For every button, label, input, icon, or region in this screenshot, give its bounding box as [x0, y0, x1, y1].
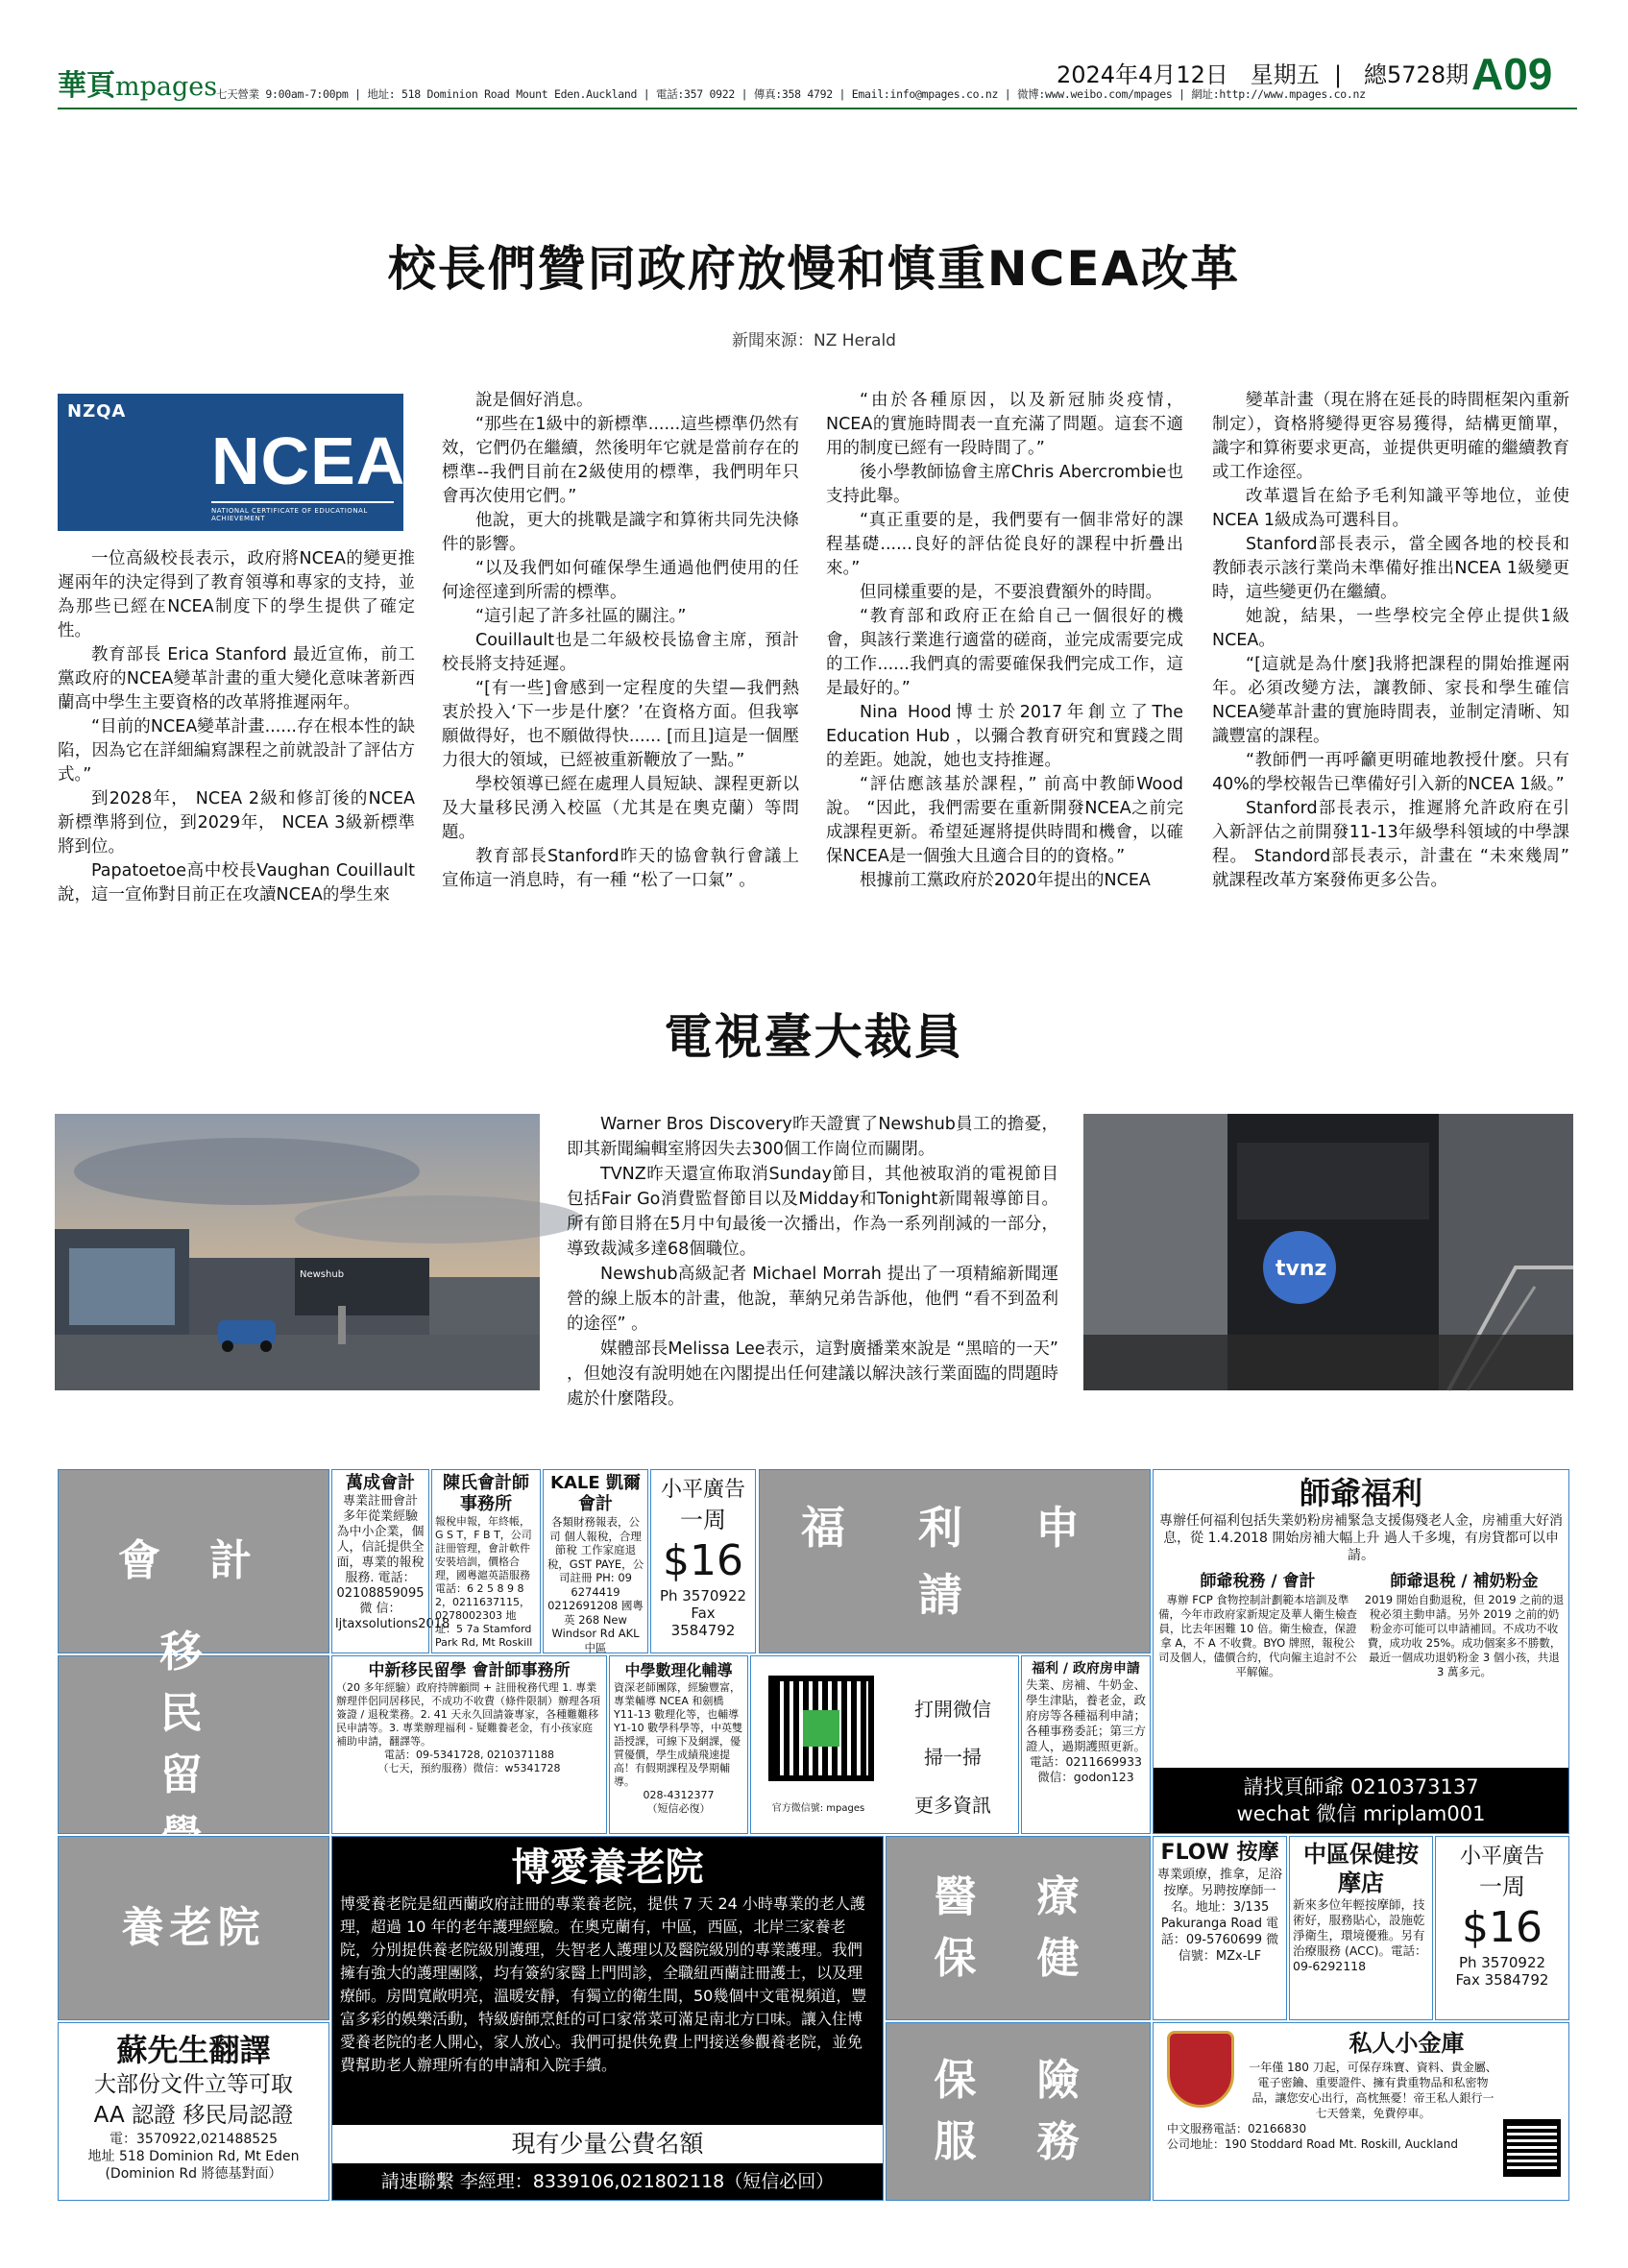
ad-kale-accounting: KALE 凱爾會計 各類財務報表，公司 個人報稅，合理節稅 工作家庭退稅，GST PAYE，公司註冊 PH: 09 6274419 0212691208 國粵英 268 New Windsor Rd AKL 中區: [543, 1469, 648, 1653]
paragraph: 後小學教師協會主席Chris Abercrombie也支持此舉。: [826, 463, 1183, 506]
paragraph: Nina Hood博士於2017年創立了The Education Hub ，以彌合教育研究和實踐之間的差距。她說，她也支持推遲。: [826, 703, 1183, 770]
paragraph: “教育部和政府正在給自己一個很好的機會，與該行業進行適當的磋商，並完成需要完成的工作......我們真的需要確保我們完成工作，這是最好的。”: [826, 607, 1183, 698]
paragraph: 但同樣重要的是，不要浪費額外的時間。: [860, 583, 1162, 602]
page-header: [58, 50, 1575, 108]
category-immigration: 民 留: [58, 1655, 329, 1834]
article1-column-4: [1212, 389, 1569, 893]
ad-wechat-qr: 官方微信號: mpages 打開微信 掃一掃 更多資訊: [750, 1655, 1019, 1834]
paragraph: “[這就是為什麼]我將把課程的開始推遲兩年。必須改變方法，讓教師、家長和學生確信NCEA變革計畫的實施時間表，並制定清晰、知識豐富的課程。: [1212, 655, 1569, 746]
tvnz-building-photo: [1083, 1114, 1573, 1390]
paragraph: 一位高級校長表示，政府將NCEA的變更推遲兩年的決定得到了教育領導和專家的支持，並為那些已經在NCEA制度下的學生提供了確定性。: [58, 549, 415, 640]
vault-qr-icon: [1503, 2119, 1561, 2177]
paragraph: Newshub高級記者 Michael Morrah 提出了一項精縮新聞運營的線上版本的計畫，他說，華納兄弟告訴他，他們 “看不到盈利的途徑” 。: [567, 1265, 1058, 1334]
paragraph: 媒體部長Melissa Lee表示，這對廣播業來說是 “黑暗的一天” ，但她沒有說明她在內閣提出任何建議以解決該行業面臨的問題時處於什麼階段。: [567, 1339, 1058, 1409]
paragraph: “評估應該基於課程，” 前高中教師Wood說。 “因此，我們需要在重新開發NCEA之前完成課程更新。希望延遲將提供時間和機會，以確保NCEA是一個強大且適合目的的資格。”: [826, 775, 1183, 866]
article2-body: [567, 1112, 1058, 1411]
paragraph: “[有一些]會感到一定程度的失望—我們熱衷於投入‘下一步是什麼？’在資格方面。但我寧願做得好，也不願做得快...... [而且]這是一個壓力很大的領域，已經被重新鞭放了一點。”: [442, 679, 799, 770]
paragraph: 變革計畫（現在將在延長的時間框架內重新制定），資格將變得更容易獲得，結構更簡單，識字和算術要求更高，並提供更明確的繼續教育或工作途徑。: [1212, 391, 1569, 482]
ad-fuli-government-house: 福利 / 政府房申請 失業、房補、牛奶金、學生津貼，養老金，政府房等各種福利申請；各種事務委託；第三方證人，過期護照更新。 電話：0211669933 微信：godon123: [1021, 1655, 1151, 1834]
article1-column-2: [442, 389, 799, 893]
category-welfare: 福 利 申 請: [759, 1469, 1151, 1653]
ad-wancheng-accounting: 萬成會計 專業註冊會計 多年從業經驗 為中小企業，個人，信託提供全面，專業的報稅服務. 電話：02108859095 微 信：ljtaxsolutions2018: [331, 1469, 429, 1653]
paragraph: 他說，更大的挑戰是識字和算術共同先決條件的影響。: [442, 511, 799, 554]
newshub-sign: Newshub: [300, 1269, 345, 1280]
paragraph: TVNZ昨天還宣佈取消Sunday節目，其他被取消的電視節目包括Fair Go消費監督節目以及Midday和Tonight新聞報導節目。所有節目將在5月中旬最後一次播出，作為一系列削減的一部分，導致裁減多達68個職位。: [567, 1165, 1058, 1259]
article1-headline: 校長們贊同政府放慢和慎重NCEA改革: [387, 241, 1241, 297]
paragraph: Papatoetoe高中校長Vaughan Couillault說，這一宣佈對目前正在攻讀NCEA的學生來: [58, 861, 415, 905]
newshub-building-photo: [55, 1114, 540, 1390]
paragraph: “那些在1級中的新標準......這些標準仍然有效，它們仍在繼續，然後明年它就是當前存在的標準--我們目前在2級使用的標準，我們明年只會再次使用它們。”: [442, 415, 799, 506]
ad-zhongqu-massage: 中區保健按摩店 新來多位年輕按摩師，技術好，服務貼心，設施乾淨衛生，環境優雅。另有治療服務 (ACC)。電話：09-6292118: [1289, 1836, 1433, 2020]
ad-math-tutoring: 中學數理化輔導 資深老師團隊，經驗豐富，專業輔導 NCEA 和劍橋 Y11-13 數理化等，也輔導 Y1-10 數學科學等，中英雙語授課，可線下及網課，優質優價，學生成績飛速提高！有假期課程及學期輔導。 028-4312377 （短信必復）: [609, 1655, 748, 1834]
header-rule: [58, 108, 1577, 109]
category-accounting: 會 計: [58, 1469, 329, 1653]
ad-small-1: 小平廣告 一周 $16 Ph 3570922 Fax 3584792: [650, 1469, 756, 1653]
ad-zhongxin-immigration: 中新移民留學 會計師事務所 （20 多年經驗）政府持牌顧問 + 註冊稅務代理 1. 專業辦理伴侶同居移民，不成功不收費（條件限制）辦理各項簽證 / 退稅業務。2. 41 天永久回請簽專家，各種難難移民申請等。3. 專業辦理福利 - 疑難養老金，有小孩家庭補助申請，翻譯等。 電話：09-5341728, 0210371188 （七天，預約服務）微信：w5341728: [331, 1655, 607, 1834]
paragraph: “目前的NCEA變革計畫......存在根本性的缺陷，因為它在詳細編寫課程之前就設計了評估方式。”: [58, 717, 415, 784]
page-number: A09: [1471, 49, 1553, 99]
ad-chen-accounting: 陳氏會計師事務所 報稅申報，年終帳，G S T，F B T，公司註冊管理，會計軟件安裝培訓，價格合理，國粵滬英語服務 電話：6 2 5 8 9 8 2，0211637115，0278002303 地址：5 7a Stamford Park Rd, Mt Roskill: [431, 1469, 541, 1653]
paragraph: “以及我們如何確保學生通過他們使用的任何途徑達到所需的標準。: [442, 559, 799, 602]
issue-number: 總5728期: [1364, 61, 1470, 88]
ad-shiye-welfare: 師爺福利 專辦任何福利包括失業奶粉房補緊急支援傷殘老人金，房補重大好消息，從 1.4.2018 開始房補大幅上升 過人千多塊，有房貸都可以申請。 師爺稅務 / 會計 專辦 FCP 食物控制計劃範本培訓及準備，今年市政府家新規定及華人衛生檢查員，比去年困難 10 倍。衛生檢查，保證拿 A，不 A 不收費。BYO 牌照，報稅公司及個人，儘價合約，代向僱主追討不公平解僱。 師爺退稅 / 補奶粉金 2019 開始自動退稅，但 2019 之前的退稅必須主動申請。另外 2019 之前的奶粉金亦可能可以申請補回。不成功不收費，成功收 25%。成功個案多不勝數，最近一個成功退奶粉金 3 個小孩，共退 3 萬多元。 請找頁師爺 0210373137 wechat 微信 mriplam001: [1153, 1469, 1569, 1834]
paragraph: 她說，結果，一些學校完全停止提供1級NCEA。: [1212, 607, 1569, 650]
masthead-logo: 華頁mpages: [58, 69, 218, 103]
category-medical: 醫 療 保 健: [886, 1836, 1151, 2020]
article2-headline: 電視臺大裁員: [664, 1009, 964, 1065]
paragraph: “真正重要的是，我們要有一個非常好的課程基礎......良好的評估從良好的課程中折疊出來。”: [826, 511, 1183, 578]
ad-boai-retirement-home: 博愛養老院 博愛養老院是紐西蘭政府註冊的專業養老院，提供 7 天 24 小時專業的老人護理，超過 10 年的老年護理經驗。在奧克蘭有，中區，西區，北岸三家養老院，分別提供養老院級別護理，失智老人護理以及醫院級別的專業護理。我們擁有強大的護理團隊，均有簽約家醫上門問診，全職紐西蘭註冊護士，以及理療師。房間寬敞明亮，溫暖安靜，有獨立的衛生間，50幾個中文電視頻道，豐富多彩的娛樂活動，特級廚師烹飪的可口家常菜可滿足南北方口味。讓入住博愛養老院的老人開心，家人放心。我們可提供免費上門接送參觀養老院，並免費幫助老人辦理所有的申請和入院手續。 現有少量公費名額 請速聯繫 李經理：8339106,021802118（短信必回）: [331, 1836, 884, 2201]
category-retirement: 養老院: [58, 1836, 329, 2020]
article1-column-3: [826, 389, 1183, 893]
paragraph: “這引起了許多社區的關注。”: [475, 607, 687, 626]
paragraph: 到2028年， NCEA 2級和修訂後的NCEA新標準將到位，到2029年， NCEA 3級新標準將到位。: [58, 789, 415, 857]
paragraph: Stanford部長表示，推遲將允許政府在引入新評估之前開發11-13年級學科領域的中學課程。 Standord部長表示，計畫在 “未來幾周” 就課程改革方案發佈更多公告。: [1212, 799, 1569, 890]
paragraph: Warner Bros Discovery昨天證實了Newshub員工的擔憂，即其新聞編輯室將因失去300個工作崗位而關閉。: [567, 1115, 1058, 1159]
qr-code-icon: [768, 1676, 874, 1781]
paragraph: “由於各種原因，以及新冠肺炎疫情，NCEA的實施時間表一直充滿了問題。這套不適用的制度已經有一段時間了。”: [826, 391, 1183, 458]
paragraph: 學校領導已經在處理人員短缺、課程更新以及大量移民湧入校區（尤其是在奧克蘭）等問題。: [442, 775, 799, 842]
category-insurance: 保 險 服 務: [886, 2022, 1151, 2201]
article1-source: 新聞來源：NZ Herald: [732, 331, 896, 350]
contact-strip: 七天營業 9:00am-7:00pm | 地址: 518 Dominion Road Mount Eden.Auckland | 電話:357 0922 | 傳真:358 4792 | Email:info@mpages.co.nz | 微博:www.weibo.com/mpages | 網址:http://www.mpages.co.nz: [216, 87, 1366, 101]
ad-su-translation: 蘇先生翻譯 大部份文件立等可取 AA 認證 移民局認證 電：3570922,021488525 地址 518 Dominion Rd, Mt Eden (Dominion Rd 將德基對面）: [58, 2022, 329, 2201]
paragraph: 說是個好消息。: [475, 391, 594, 410]
ad-flow-massage: FLOW 按摩 專業頭療，推拿，足浴按摩。另聘按摩師一名。地址：3/135 Pakuranga Road 電話：09-5760699 微信號：MZx-LF: [1153, 1836, 1287, 2020]
paragraph: 改革還旨在給予毛利知識平等地位，並使NCEA 1級成為可選科目。: [1212, 487, 1569, 530]
paragraph: 教育部長Stanford昨天的協會執行會議上宣佈這一消息時，有一種 “松了一口氣” 。: [442, 847, 799, 890]
ad-small-2: 小平廣告 一周 $16 Ph 3570922 Fax 3584792: [1435, 1836, 1569, 2020]
paragraph: “教師們一再呼籲更明確地教授什麼。只有40%的學校報告已準備好引入新的NCEA 1級。”: [1212, 751, 1569, 794]
paragraph: 教育部長 Erica Stanford 最近宣佈，前工黨政府的NCEA變革計畫的重大變化意味著新西蘭高中學生主要資格的改革將推遲兩年。: [58, 645, 415, 712]
tvnz-sign: tvnz: [1276, 1257, 1327, 1281]
paragraph: Stanford部長表示，當全國各地的校長和教師表示該行業尚未準備好推出NCEA 1級變更時，這些變更仍在繼續。: [1212, 535, 1569, 602]
article1-column-1: [58, 547, 415, 907]
issue-weekday: 星期五: [1250, 61, 1320, 88]
issue-date: 2024年4月12日: [1057, 61, 1228, 88]
ncea-logo-image: NZQA NCEA NATIONAL CERTIFICATE OF EDUCATIONAL ACHIEVEMENT: [58, 394, 403, 531]
paragraph: Couillault也是二年級校長協會主席，預計校長將支持延遲。: [442, 631, 799, 674]
ad-private-vault: 私人小金庫 一年僅 180 刀起，可保存珠寶、資料、貴金屬、電子密鑰、重要證件、擁有貴重物品和私密物品，讓您安心出行，高枕無憂！帝王私人銀行一七天營業，免費停車。 中文服務電話：02166830 公司地址：190 Stoddard Road Mt. Roskill, Auckland: [1153, 2022, 1569, 2201]
vault-shield-icon: [1167, 2031, 1234, 2108]
paragraph: 根據前工黨政府於2020年提出的NCEA: [860, 871, 1151, 890]
issue-date-bar: 2024年4月12日 星期五 | 總5728期: [1057, 61, 1470, 88]
